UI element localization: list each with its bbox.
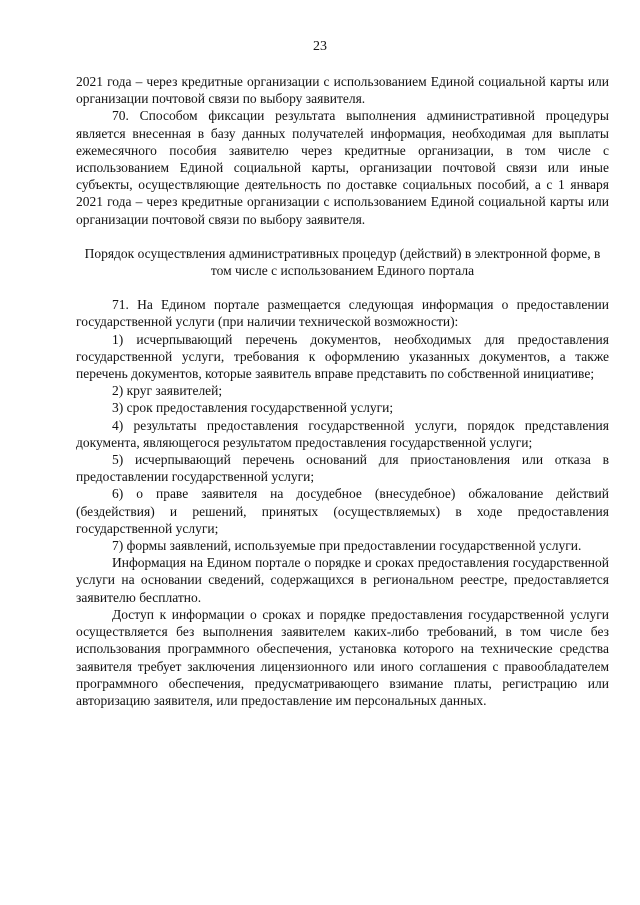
paragraph-70: 70. Способом фиксации результата выполнения административной процедуры является внесенная в базу данных получателей информация, необходимая для выплаты ежемесячного пособия заявителю через кредитные организации, в том числе с использованием Единой социальной карты, организации почтовой связи или иные субъекты, осуществляющие деятельность по доставке социальных пособий, а с 1 января 2021 года – через кредитные организации с использованием Единой социальной карты или организации почтовой связи по выбору заявителя.	[76, 108, 609, 227]
list-item-3: 3) срок предоставления государственной услуги;	[112, 400, 394, 416]
paragraph-continuation: 2021 года – через кредитные организации с использованием Единой социальной карты или организации почтовой связи по выбору заявителя.	[76, 74, 609, 107]
list-item-6: 6) о праве заявителя на досудебное (внесудебное) обжалование действий (бездействия) и решений, принятых (осуществляемых) в ходе предоставления государственной услуги;	[76, 486, 609, 536]
document-body	[76, 73, 609, 709]
paragraph-71: 71. На Едином портале размещается следующая информация о предоставлении государственной услуги (при наличии технической возможности):	[76, 297, 609, 330]
list-item-1: 1) исчерпывающий перечень документов, необходимых для предоставления государственной услуги, требования к оформлению указанных документов, а также перечень документов, которые заявитель вправе представить по собственной инициативе;	[76, 331, 609, 382]
paragraph-info-free: Информация на Едином портале о порядке и сроках предоставления государственной услуги на основании сведений, содержащихся в региональном реестре, предоставляется заявителю бесплатно.	[76, 555, 609, 605]
section-heading: Порядок осуществления административных процедур (действий) в электронной форме, в том числе с использованием Единого портала	[84, 245, 601, 279]
page-number: 23	[313, 39, 327, 54]
list-item-4: 4) результаты предоставления государственной услуги, порядок представления документа, являющегося результатом предоставления государственной услуги;	[76, 417, 609, 450]
list-item-5: 5) исчерпывающий перечень оснований для приостановления или отказа в предоставлении государственной услуги;	[76, 452, 609, 485]
list-item-7: 7) формы заявлений, используемые при предоставлении государственной услуги.	[112, 538, 582, 554]
list-item-2: 2) круг заявителей;	[112, 383, 223, 399]
paragraph-access: Доступ к информации о сроках и порядке предоставления государственной услуги осуществляется без выполнения заявителем каких-либо требований, в том числе без использования программного обеспечения, установка которого на технические средства заявителя требует заключения лицензионного или иного соглашения с правообладателем программного обеспечения, предусматривающего взимание платы, регистрацию или авторизацию заявителя, или предоставление им персональных данных.	[76, 606, 609, 708]
